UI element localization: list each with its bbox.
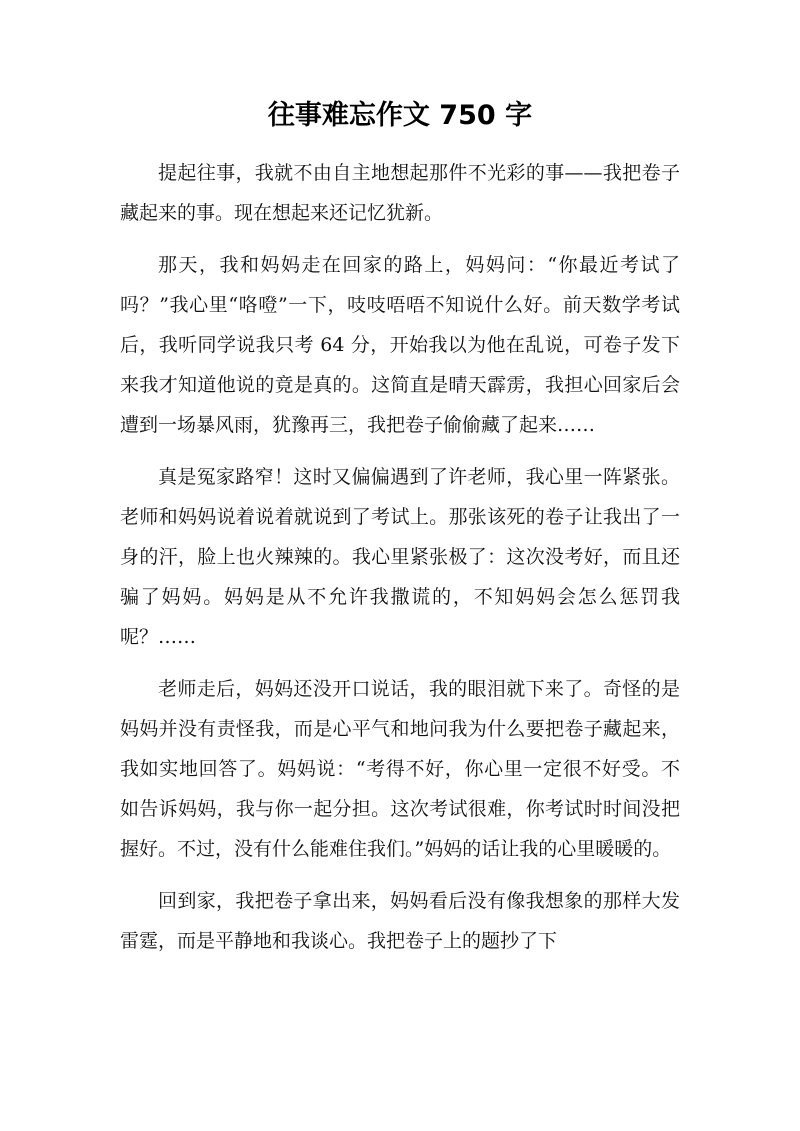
paragraph-4: 老师走后，妈妈还没开口说话，我的眼泪就下来了。奇怪的是妈妈并没有责怪我，而是心平气和地问我为什么要把卷子藏起来，我如实地回答了。妈妈说：“考得不好，你心里一定很不好受。不如告诉妈妈，我与你一起分担。这次考试很难，你考试时时间没把握好。不过，没有什么能难住我们。”妈妈的话让我的心里暖暖的。 [120, 678, 680, 860]
paragraph-5: 回到家，我把卷子拿出来，妈妈看后没有像我想象的那样大发雷霆，而是平静地和我谈心。我把卷子上的题抄了下 [120, 890, 680, 952]
document-title: 往事难忘作文 750 字 [267, 100, 533, 131]
paragraph-2: 那天，我和妈妈走在回家的路上，妈妈问：“你最近考试了吗？”我心里“咯噔”一下，吱吱唔唔不知说什么好。前天数学考试后，我听同学说我只考 64 分，开始我以为他在乱说，可卷子发下来我才知道他说的竟是真的。这简直是晴天霹雳，我担心回家后会遭到一场暴风雨，犹豫再三，我把卷子偷偷藏了起来…… [120, 254, 680, 436]
document-body [120, 153, 680, 973]
paragraph-3: 真是冤家路窄！这时又偏偏遇到了许老师，我心里一阵紧张。老师和妈妈说着说着就说到了考试上。那张该死的卷子让我出了一身的汗，脸上也火辣辣的。我心里紧张极了：这次没考好，而且还骗了妈妈。妈妈是从不允许我撒谎的，不知妈妈会怎么惩罚我呢？…… [120, 466, 680, 648]
paragraph-1: 提起往事，我就不由自主地想起那件不光彩的事——我把卷子藏起来的事。现在想起来还记忆犹新。 [120, 162, 680, 224]
